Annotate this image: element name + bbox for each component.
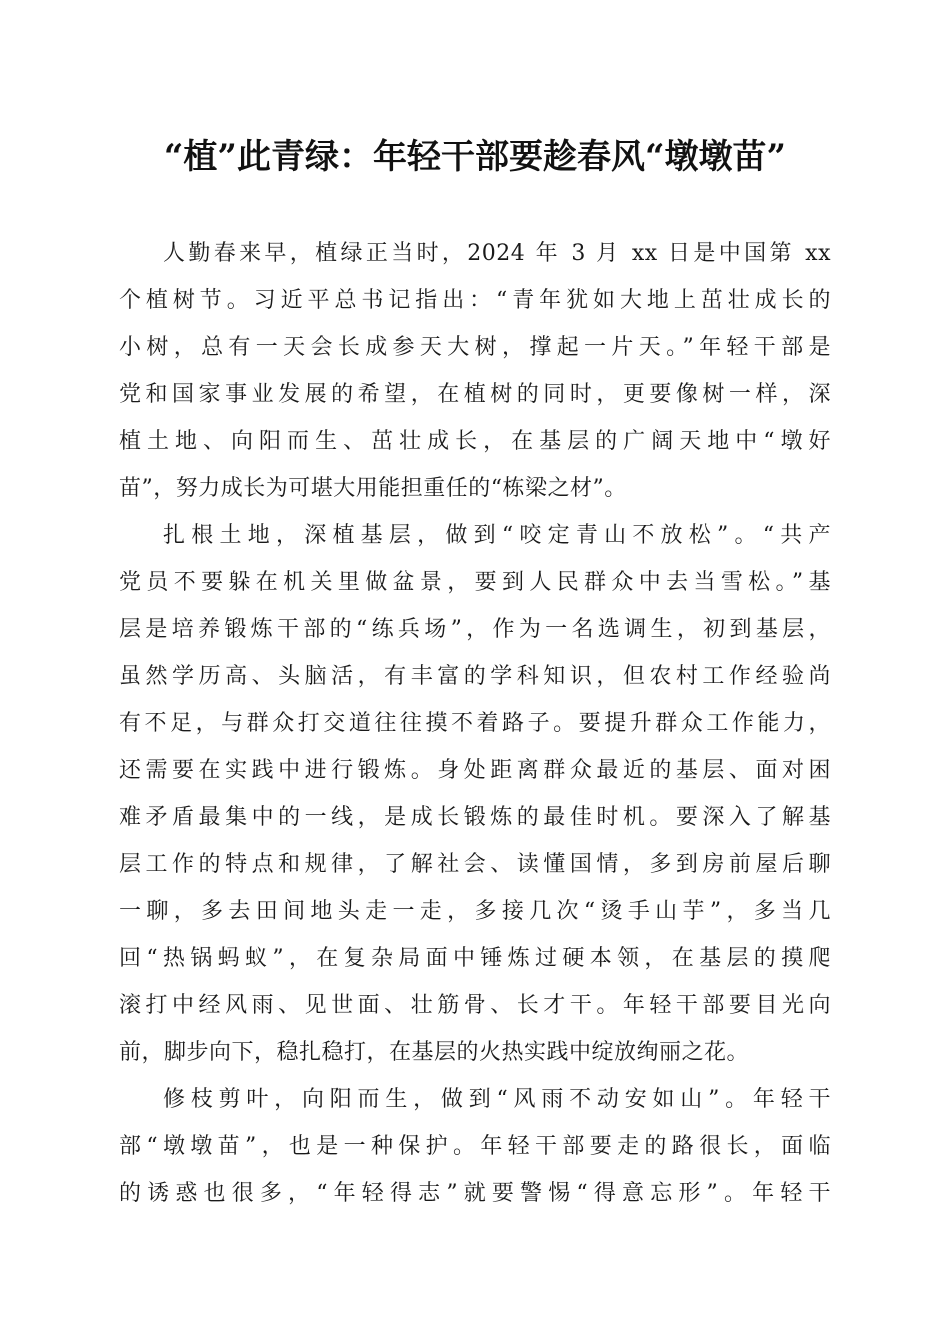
document-body	[119, 230, 831, 1217]
paragraph-3	[119, 1076, 831, 1217]
paragraph-line: 个植树节。习近平总书记指出：“青年犹如大地上茁壮成长的	[119, 288, 831, 313]
paragraph-line: 还需要在实践中进行锻炼。身处距离群众最近的基层、面对困	[119, 758, 831, 783]
document-title: “植”此青绿：年轻干部要趁春风“墩墩苗”	[163, 137, 787, 177]
paragraph-line: 一聊，多去田间地头走一走，多接几次“烫手山芋”，多当几	[119, 899, 831, 924]
paragraph-line: 有不足，与群众打交道往往摸不着路子。要提升群众工作能力，	[119, 711, 831, 736]
paragraph-2	[119, 512, 831, 1076]
paragraph-line: 层工作的特点和规律，了解社会、读懂国情，多到房前屋后聊	[119, 852, 831, 877]
paragraph-line: 苗”，努力成长为可堪大用能担重任的“栋梁之材”。	[119, 476, 627, 501]
paragraph-line: 党和国家事业发展的希望，在植树的同时，更要像树一样，深	[119, 382, 831, 407]
paragraph-line: 植土地、向阳而生、茁壮成长，在基层的广阔天地中“墩好	[119, 429, 831, 454]
paragraph-1	[119, 230, 831, 512]
paragraph-line: 回“热锅蚂蚁”，在复杂局面中锤炼过硬本领，在基层的摸爬	[119, 946, 831, 971]
paragraph-line: 党员不要躲在机关里做盆景，要到人民群众中去当雪松。”基	[119, 570, 831, 595]
paragraph-line: 虽然学历高、头脑活，有丰富的学科知识，但农村工作经验尚	[119, 664, 831, 689]
paragraph-line: 扎根土地，深植基层，做到“咬定青山不放松”。“共产	[163, 523, 831, 548]
paragraph-line: 层是培养锻炼干部的“练兵场”，作为一名选调生，初到基层，	[119, 617, 831, 642]
paragraph-line: 修枝剪叶，向阳而生，做到“风雨不动安如山”。年轻干	[163, 1087, 831, 1112]
paragraph-line: 的诱惑也很多，“年轻得志”就要警惕“得意忘形”。年轻干	[119, 1181, 831, 1206]
paragraph-line: 部“墩墩苗”，也是一种保护。年轻干部要走的路很长，面临	[119, 1134, 831, 1159]
paragraph-line: 人勤春来早，植绿正当时，2024 年 3 月 xx 日是中国第 xx	[163, 241, 831, 266]
paragraph-line: 小树，总有一天会长成参天大树，撑起一片天。”年轻干部是	[119, 335, 831, 360]
paragraph-line: 前，脚步向下，稳扎稳打，在基层的火热实践中绽放绚丽之花。	[119, 1040, 750, 1065]
paragraph-line: 难矛盾最集中的一线，是成长锻炼的最佳时机。要深入了解基	[119, 805, 831, 830]
paragraph-line: 滚打中经风雨、见世面、壮筋骨、长才干。年轻干部要目光向	[119, 993, 831, 1018]
